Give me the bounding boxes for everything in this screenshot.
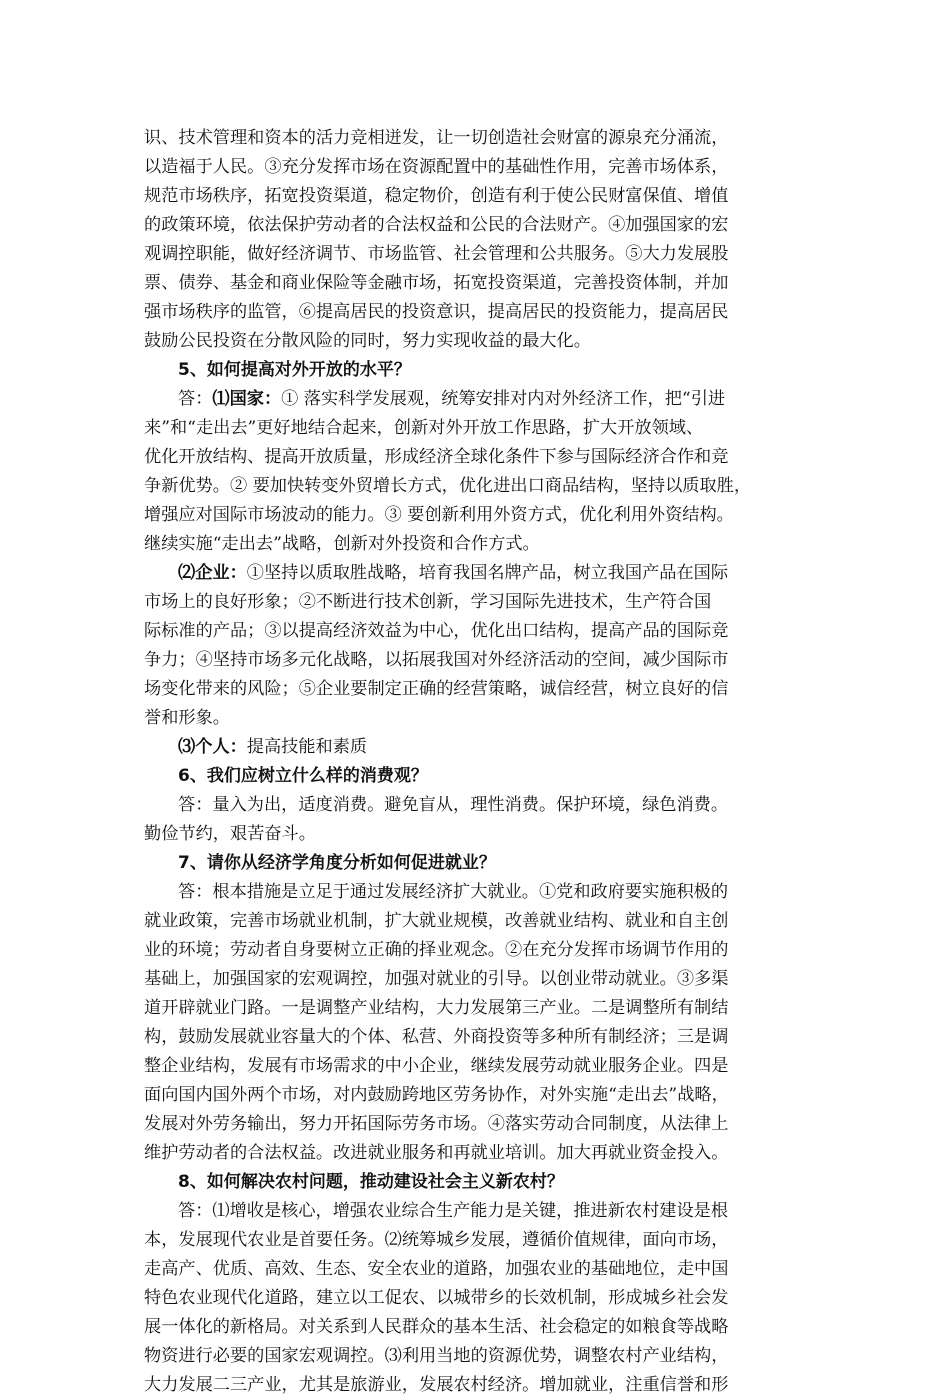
text-fragment: 提高技能和素质 bbox=[246, 737, 368, 757]
text-line: 规范市场秩序，拓宽投资渠道，稳定物价，创造有利于使公民财富保值、增值 bbox=[144, 186, 729, 206]
text-line: 以造福于人民。③充分发挥市场在资源配置中的基础性作用，完善市场体系， bbox=[144, 157, 729, 177]
label-country: ⑴国家： bbox=[212, 389, 282, 409]
answer-5-individual bbox=[144, 733, 816, 762]
text-line: 答：量入为出，适度消费。避免盲从，理性消费。保护环境，绿色消费。 bbox=[178, 795, 729, 815]
text-line: 际标准的产品；③以提高经济效益为中心，优化出口结构，提高产品的国际竞 bbox=[144, 621, 729, 641]
text-line: 誉和形象。 bbox=[144, 708, 230, 728]
text-line: 鼓励公民投资在分散风险的同时，努力实现收益的最大化。 bbox=[144, 331, 591, 351]
text-line: 维护劳动者的合法权益。改进就业服务和再就业培训。加大再就业资金投入。 bbox=[144, 1143, 729, 1163]
text-line: 勤俭节约，艰苦奋斗。 bbox=[144, 824, 316, 844]
text-line bbox=[144, 559, 816, 588]
answer-prefix: 答： bbox=[178, 389, 213, 409]
question-heading-6: 6、我们应树立什么样的消费观？ bbox=[178, 766, 428, 786]
text-line: 道开辟就业门路。一是调整产业结构，大力发展第三产业。二是调整所有制结 bbox=[144, 998, 729, 1018]
text-line: 基础上，加强国家的宏观调控，加强对就业的引导。以创业带动就业。③多渠 bbox=[144, 969, 729, 989]
text-line: 大力发展二三产业，尤其是旅游业，发展农村经济。增加就业，注重信誉和形 bbox=[144, 1375, 729, 1395]
question-heading-5: 5、如何提高对外开放的水平？ bbox=[178, 360, 411, 380]
answer-6 bbox=[144, 791, 816, 849]
text-line: 构，鼓励发展就业容量大的个体、私营、外商投资等多种所有制经济；三是调 bbox=[144, 1027, 729, 1047]
document-body bbox=[144, 124, 816, 1400]
text-line: 物资进行必要的国家宏观调控。⑶利用当地的资源优势，调整农村产业结构， bbox=[144, 1346, 729, 1366]
text-line: 特色农业现代化道路，建立以工促农、以城带乡的长效机制，形成城乡社会发 bbox=[144, 1288, 729, 1308]
question-heading-7: 7、请你从经济学角度分析如何促进就业？ bbox=[178, 853, 496, 873]
text-line: 票、债券、基金和商业保险等金融市场，拓宽投资渠道，完善投资体制，并加 bbox=[144, 273, 729, 293]
answer-8 bbox=[144, 1197, 816, 1400]
text-line: 展一体化的新格局。对关系到人民群众的基本生活、社会稳定的如粮食等战略 bbox=[144, 1317, 729, 1337]
text-line: 识、技术管理和资本的活力竞相迸发，让一切创造社会财富的源泉充分涌流， bbox=[144, 128, 729, 148]
answer-5-enterprise bbox=[144, 559, 816, 733]
text-line: 的政策环境，依法保护劳动者的合法权益和公民的合法财产。④加强国家的宏 bbox=[144, 215, 729, 235]
text-line: 争新优势。② 要加快转变外贸增长方式，优化进出口商品结构，坚持以质取胜， bbox=[144, 476, 752, 496]
text-line: 继续实施“走出去”战略，创新对外投资和合作方式。 bbox=[144, 534, 540, 554]
text-line: 就业政策，完善市场就业机制，扩大就业规模，改善就业结构、就业和自主创 bbox=[144, 911, 729, 931]
text-line: 观调控职能，做好经济调节、市场监管、社会管理和公共服务。⑤大力发展股 bbox=[144, 244, 729, 264]
label-enterprise: ⑵企业： bbox=[178, 563, 247, 583]
text-line: 本，发展现代农业是首要任务。⑵统筹城乡发展，遵循价值规律，面向市场， bbox=[144, 1230, 729, 1250]
question-heading-8: 8、如何解决农村问题，推动建设社会主义新农村？ bbox=[178, 1172, 564, 1192]
text-line: 争力；④坚持市场多元化战略，以拓展我国对外经济活动的空间，减少国际市 bbox=[144, 650, 729, 670]
text-fragment: ①坚持以质取胜战略，培育我国名牌产品，树立我国产品在国际 bbox=[246, 563, 729, 583]
answer-5-country bbox=[144, 385, 816, 559]
text-line: 场变化带来的风险；⑤企业要制定正确的经营策略，诚信经营，树立良好的信 bbox=[144, 679, 729, 699]
text-line: 面向国内国外两个市场，对内鼓励跨地区劳务协作，对外实施“走出去”战略， bbox=[144, 1085, 729, 1105]
text-line: 整企业结构，发展有市场需求的中小企业，继续发展劳动就业服务企业。四是 bbox=[144, 1056, 729, 1076]
text-line: 强市场秩序的监管，⑥提高居民的投资意识，提高居民的投资能力，提高居民 bbox=[144, 302, 729, 322]
text-line: 优化开放结构、提高开放质量，形成经济全球化条件下参与国际经济合作和竞 bbox=[144, 447, 729, 467]
text-line bbox=[144, 733, 816, 762]
text-line: 市场上的良好形象；②不断进行技术创新，学习国际先进技术，生产符合国 bbox=[144, 592, 712, 612]
text-line: 增强应对国际市场波动的能力。③ 要创新利用外资方式，优化利用外资结构。 bbox=[144, 505, 734, 525]
text-line: 走高产、优质、高效、生态、安全农业的道路，加强农业的基础地位，走中国 bbox=[144, 1259, 729, 1279]
text-fragment: ① 落实科学发展观，统筹安排对内对外经济工作，把“引进 bbox=[281, 389, 726, 409]
text-line: 发展对外劳务输出，努力开拓国际劳务市场。④落实劳动合同制度，从法律上 bbox=[144, 1114, 729, 1134]
text-line: 答：根本措施是立足于通过发展经济扩大就业。①党和政府要实施积极的 bbox=[178, 882, 729, 902]
label-individual: ⑶个人： bbox=[178, 737, 247, 757]
text-line: 答：⑴增收是核心，增强农业综合生产能力是关键，推进新农村建设是根 bbox=[178, 1201, 729, 1221]
paragraph-intro-continuation bbox=[144, 124, 816, 356]
text-line bbox=[144, 385, 816, 414]
answer-7 bbox=[144, 878, 816, 1168]
text-line: 业的环境；劳动者自身要树立正确的择业观念。②在充分发挥市场调节作用的 bbox=[144, 940, 729, 960]
text-line: 来”和“走出去”更好地结合起来，创新对外开放工作思路，扩大开放领域、 bbox=[144, 418, 704, 438]
